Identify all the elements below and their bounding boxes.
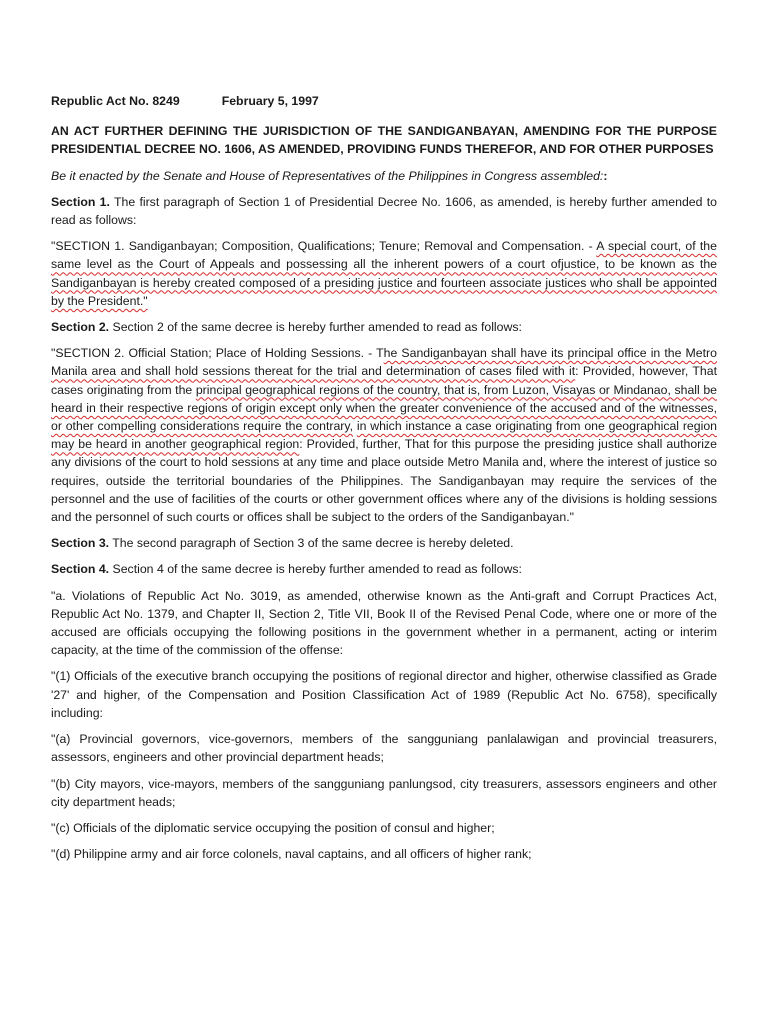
section-2-text: Section 2 of the same decree is hereby further amended to read as follows: [109,320,522,335]
section-3-text: The second paragraph of Section 3 of the same decree is hereby deleted. [109,536,514,551]
section-2-quote-part-b: he Sandiganbayan shall have its principal office in the Metro Manila area and shall hold sessions thereat for the trial and determination of cases filed with it [51,346,717,379]
section-4-label: Section 4. [51,562,110,577]
section-2-label: Section 2. [51,320,110,335]
section-3 [51,534,717,552]
section-4-item-d: "(d) Philippine army and air force colonels, naval captains, and all officers of higher rank; [51,847,532,862]
section-4-para-1: "(1) Officials of the executive branch occupying the positions of regional director and higher, otherwise classified as Grade '27' and higher, of the Compensation and Position Classification Act of 1989 (Republic Act No. 6758), specifically including: [51,669,717,720]
section-4-text: Section 4 of the same decree is hereby further amended to read as follows: [109,562,522,577]
section-4-para-a: "a. Violations of Republic Act No. 3019, as amended, otherwise known as the Anti-graft and Corrupt Practices Act, Republic Act No. 1379, and Chapter II, Section 2, Title VII, Book II of the Revised Penal Code, where one or more of the accused are officials occupying the following positions in the government whether in a permanent, acting or interim capacity, at the time of the commission of the offense: [51,588,717,658]
section-2-quote-part-g: : Provided, further, That for this purpose the presiding justice shall authorize any divisions of the court to hold sessions at any time and place outside Metro Manila and, where the interest of justice so requires, outside the territorial boundaries of the Philippines. The Sandiganbayan may require the services of the personnel and the use of facilities of the courts or other government offices where any of the divisions is holding sessions and the personnel of such courts or offices shall be subject to the orders of the Sandiganbayan." [51,437,717,525]
section-2-quote-part-c: : Provided, however, That cases originating from the [51,364,718,397]
act-date: February 5, 1997 [221,94,319,108]
act-number: Republic Act No. 8249 [51,94,180,108]
enacting-text: Be it enacted by the Senate and House of Representatives of the Philippines in Congress assembled: [51,168,604,183]
section-4 [51,560,717,578]
section-1-quote-underlined: A special court, of the same level as the Court of Appeals and possessing all the inherent powers of a court ofjustice, to be known as the Sandiganbayan is hereby created composed of a presiding justice and fourteen associate justices who shall be appointed by the President." [51,239,717,308]
section-4-item-c: "(c) Officials of the diplomatic service occupying the position of consul and higher; [51,820,495,835]
section-2-quote-part-d: principal geographical regions of the country, that is, from Luzon, Visayas or Mindanao, shall be heard in their respective regions of origin except only when the greater convenience of the accused and of the witnesses, or other compelling considerations require the contrary, [51,382,717,434]
act-header [51,92,717,110]
section-2 [51,318,717,336]
section-1-quote [51,237,717,310]
section-1-text: The first paragraph of Section 1 of Presidential Decree No. 1606, as amended, is hereby further amended to read as follows: [51,194,717,228]
section-2-quote-part-f: in which instance a case originating from one geographical region may be heard in another geographical region [51,419,718,452]
section-2-quote [51,344,717,526]
section-1-label: Section 1. [51,194,110,209]
section-4-item-b: "(b) City mayors, vice-mayors, members of the sangguniang panlungsod, city treasurers, assessors engineers and other city department heads; [51,776,717,809]
section-1-quote-heading: "SECTION 1. Sandiganbayan; Composition, Qualifications; Tenure; Removal and Compensation. - [51,239,597,254]
act-title: AN ACT FURTHER DEFINING THE JURISDICTION OF THE SANDIGANBAYAN, AMENDING FOR THE PURPOSE PRESIDENTIAL DECREE NO. 1606, AS AMENDED, PROVIDING FUNDS THEREFOR, AND FOR OTHER PURPOSES [51,124,717,157]
section-3-label: Section 3. [51,536,110,551]
section-2-quote-part-a: "SECTION 2. Official Station; Place of Holding Sessions. - T [51,346,384,361]
section-1 [51,193,717,229]
section-4-item-a: "(a) Provincial governors, vice-governors, members of the sangguniang panlalawigan and provincial treasurers, assessors, engineers and other provincial department heads; [51,732,717,765]
enacting-clause [51,167,717,185]
enacting-tail: : [603,168,608,183]
